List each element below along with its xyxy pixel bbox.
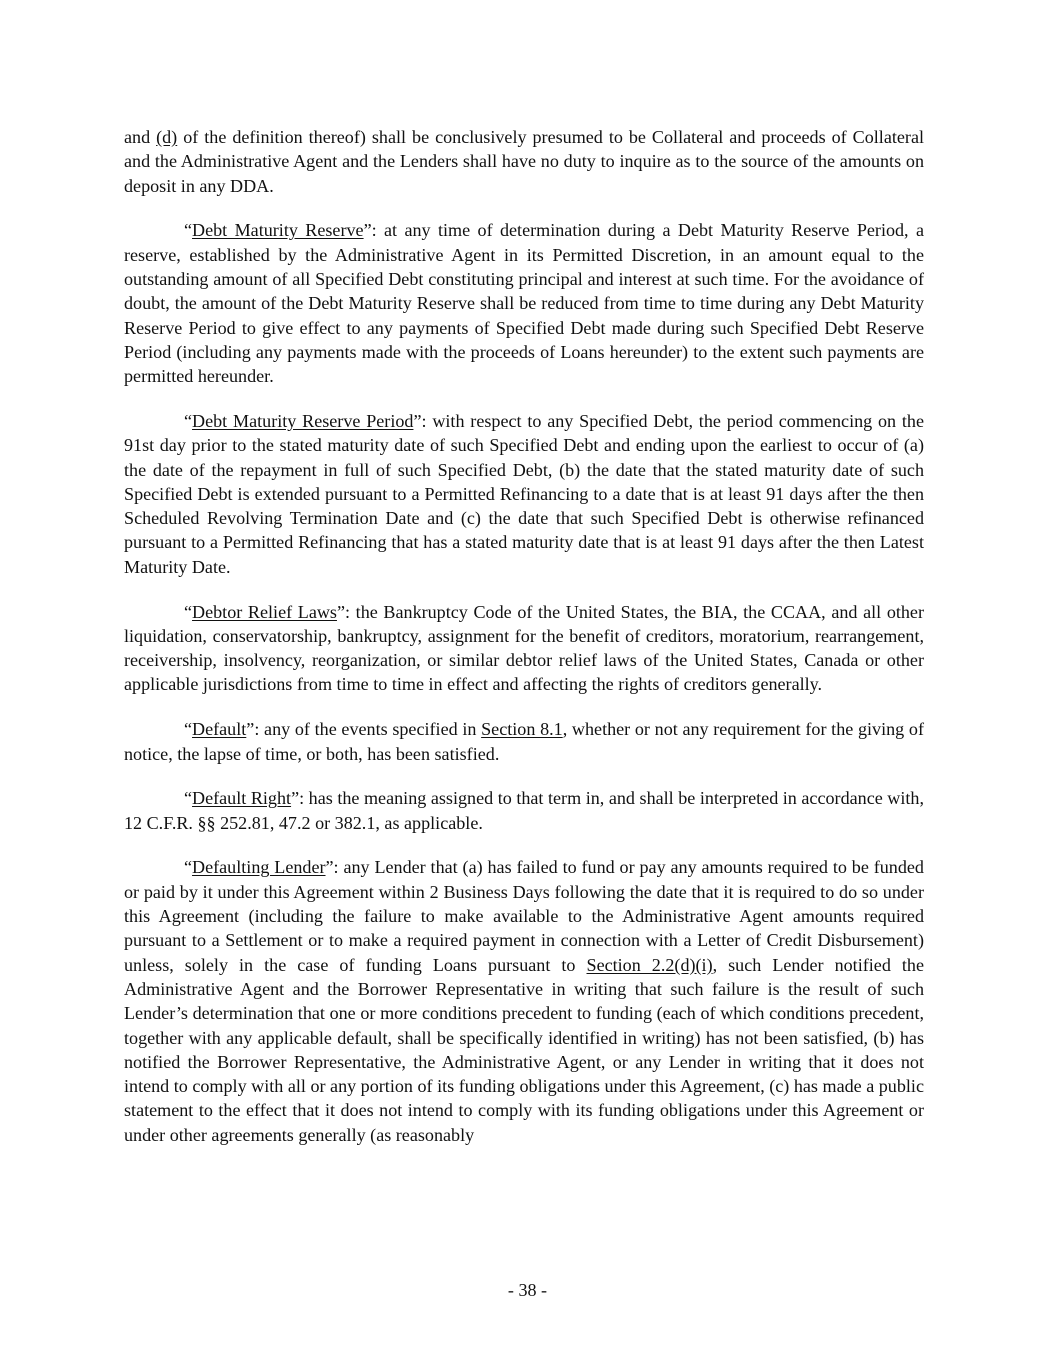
definition-text: ”: at any time of determination during a Debt Maturity Reserve Period, a reserve, established by the Administrative Agent in its Permitted Discretion, in an amount equal to the outstanding amount of all Specified Debt constituting principal and interest at such time. For the avoidance of doubt, the amount of the Debt Maturity Reserve shall be reduced from time to time during any Debt Maturity Reserve Period to give effect to any payments of Specified Debt made during such Specified Debt Reserve Period (including any payments made with the proceeds of Loans hereunder) to the extent such payments are permitted hereunder. [124, 220, 925, 387]
document-body [124, 125, 924, 1167]
clause-reference: (d) [156, 127, 178, 147]
page-number: - 38 - [507, 1280, 548, 1300]
open-quote: “ [184, 220, 193, 241]
definition-text: , whether or not any requirement for the giving of notice, the lapse of time, or both, has been satisfied. [124, 719, 924, 764]
section-reference: Section 8.1 [481, 719, 563, 740]
open-quote: “ [184, 601, 193, 622]
definition-debt-maturity-reserve-period [124, 409, 924, 579]
definition-debt-maturity-reserve [124, 218, 924, 388]
defined-term: Debtor Relief Laws [192, 601, 337, 622]
definition-text: ”: any Lender that (a) has failed to fund or pay any amounts required to be funded or paid by it under this Agreement within 2 Business Days following the date that it is required to do so under this Agreement (including the failure to make available to the Administrative Agent amounts required pursuant to a Settlement or to make a required payment in connection with a Letter of Credit Disbursement) unless, solely in the case of funding Loans pursuant to [124, 857, 924, 975]
definition-text: ”: with respect to any Specified Debt, the period commencing on the 91st day prior to the stated maturity date of such Specified Debt and ending upon the earliest to occur of (a) the date of the repayment in full of such Specified Debt, (b) the date that the stated maturity date of such Specified Debt is extended pursuant to a Permitted Refinancing to a date that is at least 91 days after the then Scheduled Revolving Termination Date and (c) the date that such Specified Debt is otherwise refinanced pursuant to a Permitted Refinancing that has a stated maturity date that is at least 91 days after the then Latest Maturity Date. [124, 410, 925, 577]
definition-text: ”: any of the events specified in [246, 719, 482, 740]
open-quote: “ [184, 410, 193, 431]
definition-debtor-relief-laws [124, 600, 924, 697]
open-quote: “ [184, 719, 193, 740]
definition-default [124, 717, 924, 766]
defined-term: Defaulting Lender [192, 857, 326, 878]
defined-term: Debt Maturity Reserve Period [192, 410, 414, 431]
defined-term: Default Right [192, 788, 292, 809]
definition-default-right [124, 786, 924, 835]
paragraph-continuation [124, 125, 924, 198]
text-run: of the definition thereof) shall be conclusively presumed to be Collateral and proceeds of Collateral and the Administrative Agent and the Lenders shall have no duty to inquire as to the source of the amounts on deposit in any DDA. [124, 127, 924, 196]
defined-term: Default [192, 719, 247, 740]
open-quote: “ [184, 788, 193, 809]
definition-text: ”: the Bankruptcy Code of the United States, the BIA, the CCAA, and all other liquidation, conservatorship, bankruptcy, assignment for the benefit of creditors, moratorium, rearrangement, receivership, insolvency, reorganization, or similar debtor relief laws of the United States, Canada or other applicable jurisdictions from time to time in effect and affecting the rights of creditors generally. [124, 601, 924, 695]
section-reference: Section 2.2(d)(i) [586, 954, 713, 975]
definition-defaulting-lender [124, 855, 924, 1147]
text-run: and [124, 127, 157, 147]
definition-text: ”: has the meaning assigned to that term in, and shall be interpreted in accordance with, 12 C.F.R. §§ 252.81, 47.2 or 382.1, as applicable. [124, 788, 924, 833]
open-quote: “ [184, 857, 193, 878]
defined-term: Debt Maturity Reserve [192, 220, 364, 241]
definition-text: , such Lender notified the Administrative Agent and the Borrower Representative in writing that such failure is the result of such Lender’s determination that one or more conditions precedent to funding (each of which conditions precedent, together with any applicable default, shall be specifically identified in writing) has not been satisfied, (b) has notified the Borrower Representative, the Administrative Agent, or any Lender in writing that it does not intend to comply with all or any portion of its funding obligations under this Agreement, (c) has made a public statement to the effect that it does not intend to comply with its funding obligations under this Agreement or under other agreements generally (as reasonably [124, 954, 924, 1145]
